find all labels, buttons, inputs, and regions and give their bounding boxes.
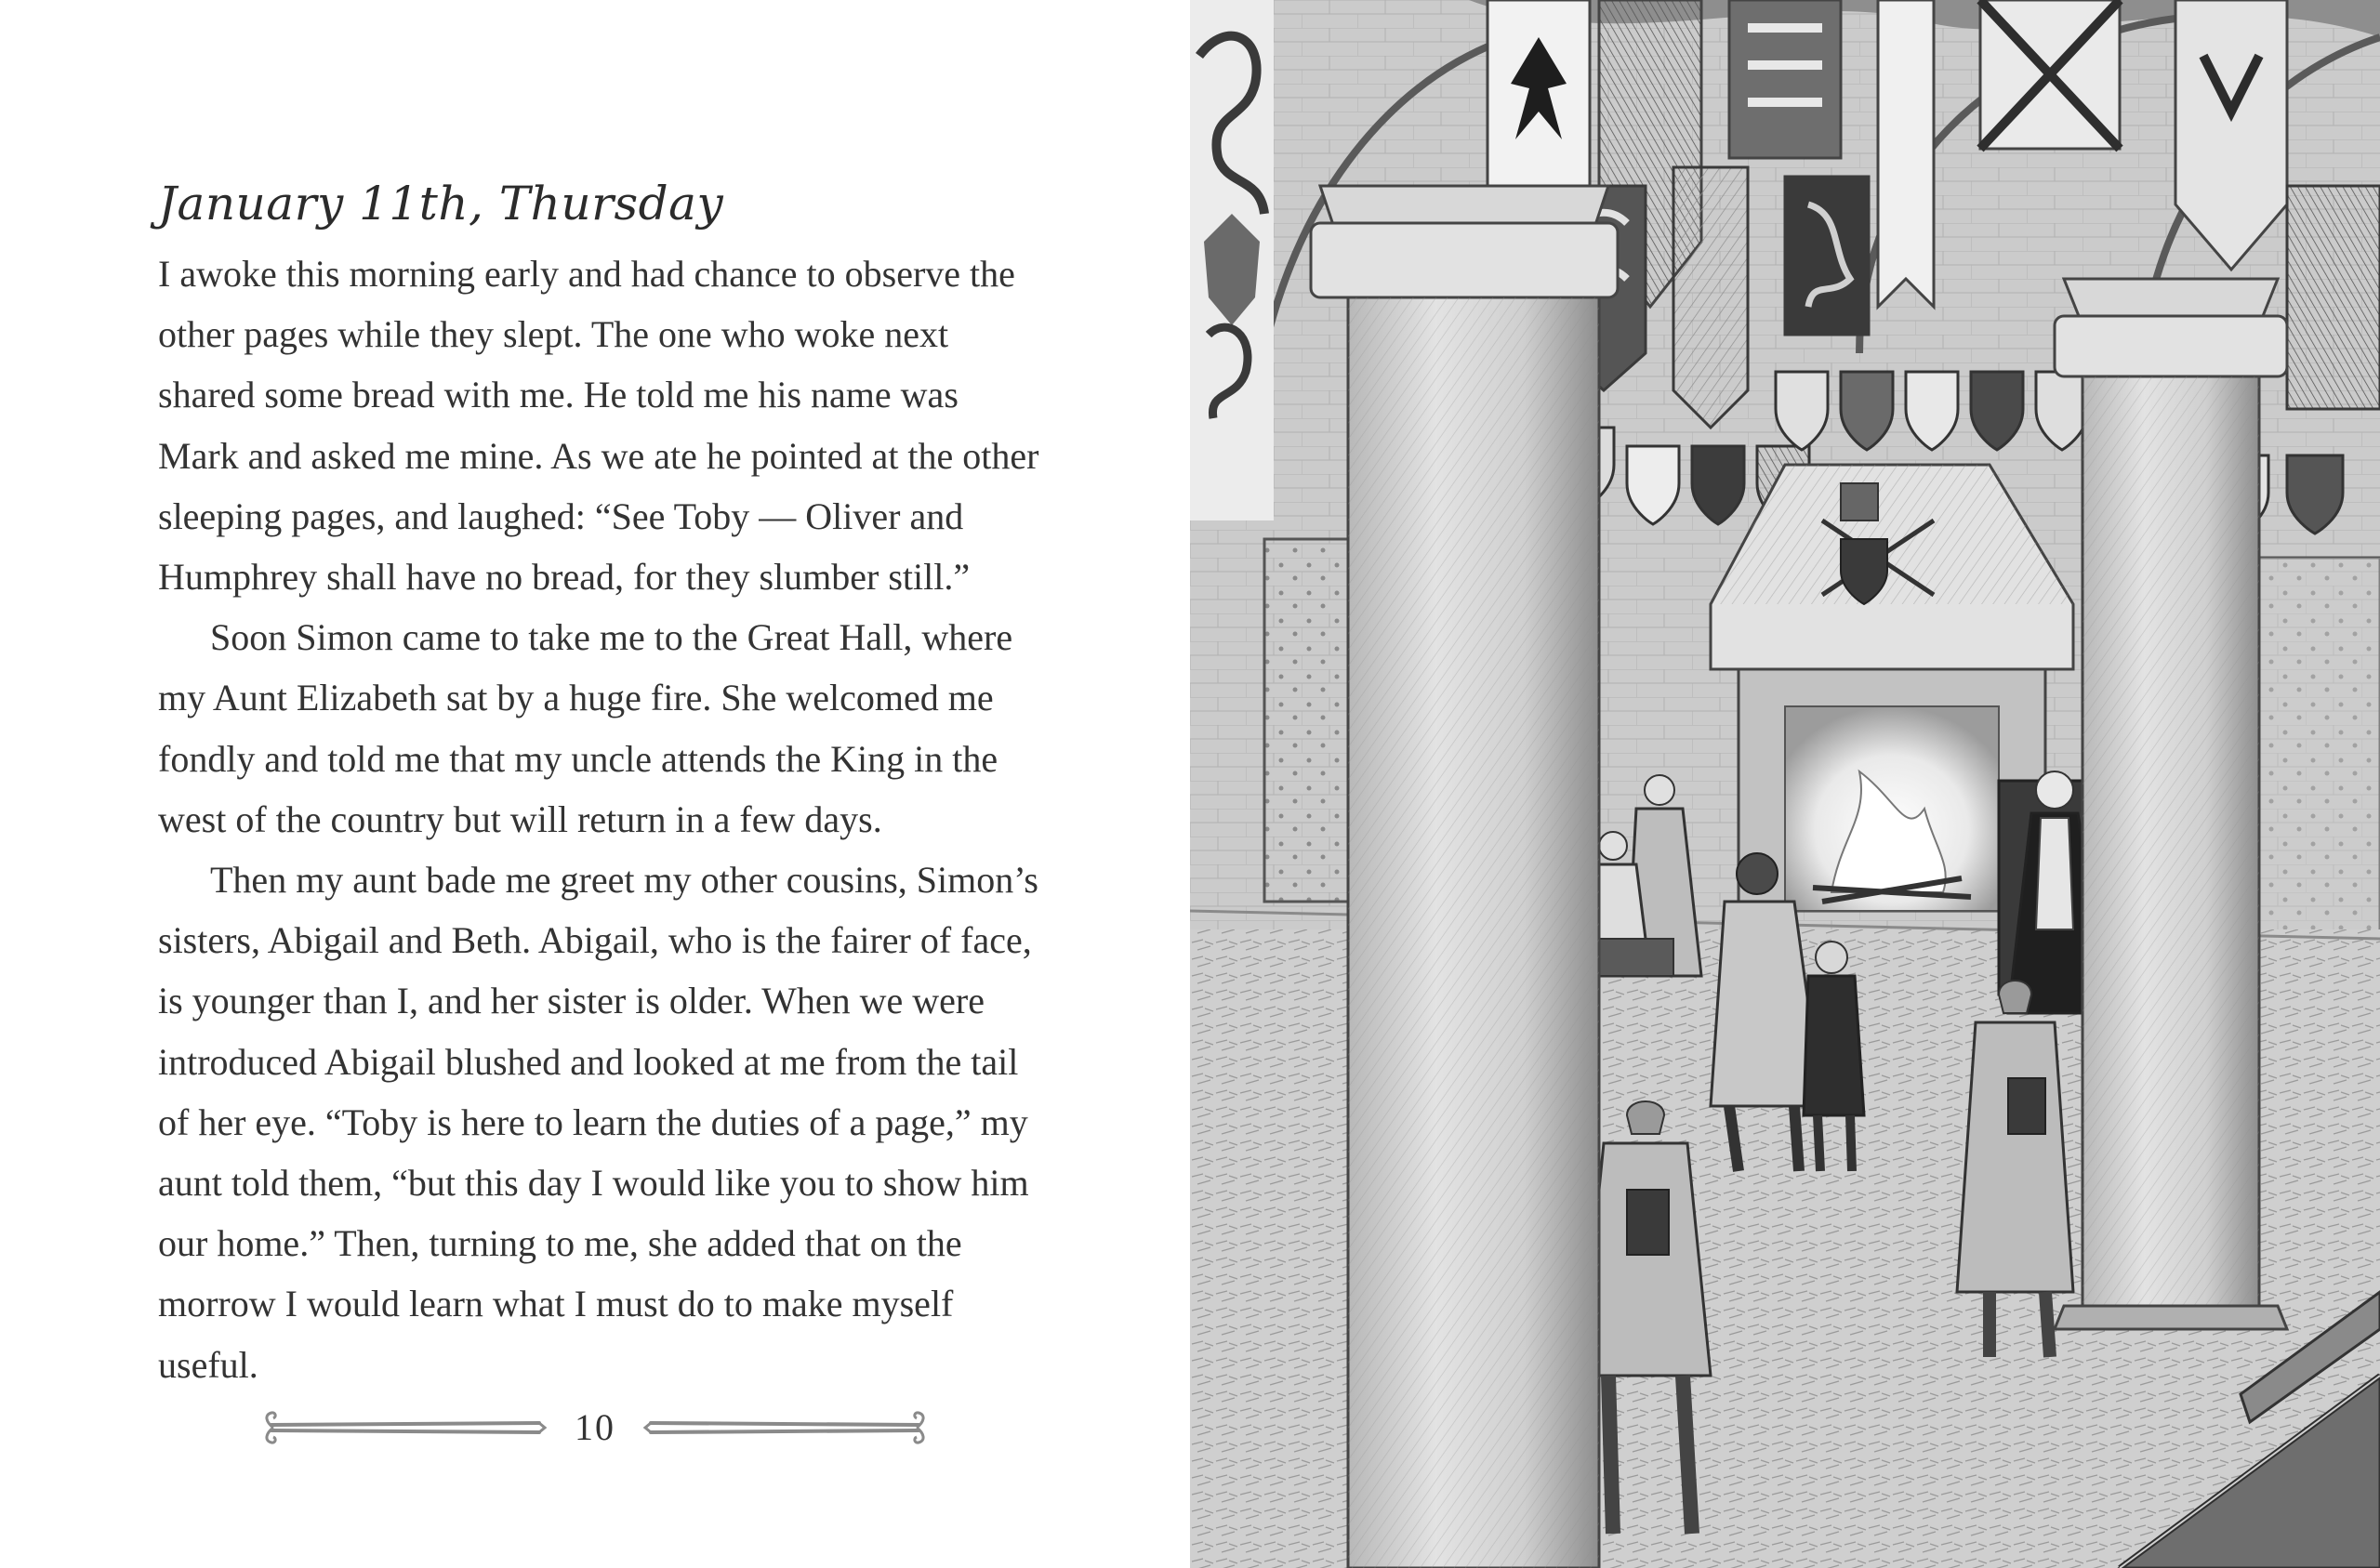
- paragraph-2: Soon Simon came to take me to the Great Hall, where my Aunt Elizabeth sat by a huge fire. She welcomed me fondly and told me that my uncle attends the King in the west of the country but will return in a few days.: [158, 616, 1013, 840]
- ornament-rule-left: [260, 1402, 553, 1454]
- pillar-left: [1311, 186, 1618, 1568]
- diary-entry-body: [158, 244, 1041, 1395]
- illustration-great-hall: [1190, 0, 2380, 1568]
- diary-entry-heading: January 11th, Thursday: [158, 177, 724, 231]
- ornament-rule-right: [637, 1402, 930, 1454]
- great-hall-drawing: [1190, 0, 2380, 1568]
- paragraph-1: I awoke this morning early and had chance to observe the other pages while they slept. The one who woke next shared some bread with me. He told me his name was Mark and asked me mine. As we ate he pointed at the other sleeping pages, and laughed: “See Toby — Oliver and Humphrey shall have no bread, for they slumber still.”: [158, 253, 1039, 599]
- pillar-right: [2055, 279, 2287, 1329]
- page-footer: [260, 1402, 930, 1454]
- paragraph-3: Then my aunt bade me greet my other cousins, Simon’s sisters, Abigail and Beth. Abigail, who is the fairer of face, is younger than I, and her sister is older. When we were introduced Abigail blushed and looked at me from the tail of her eye. “Toby is here to learn the duties of a page,” my aunt told them, “but this day I would like you to show him our home.” Then, turning to me, she added that on the morrow I would learn what I must do to make myself useful.: [158, 859, 1038, 1386]
- page-number: 10: [575, 1406, 615, 1448]
